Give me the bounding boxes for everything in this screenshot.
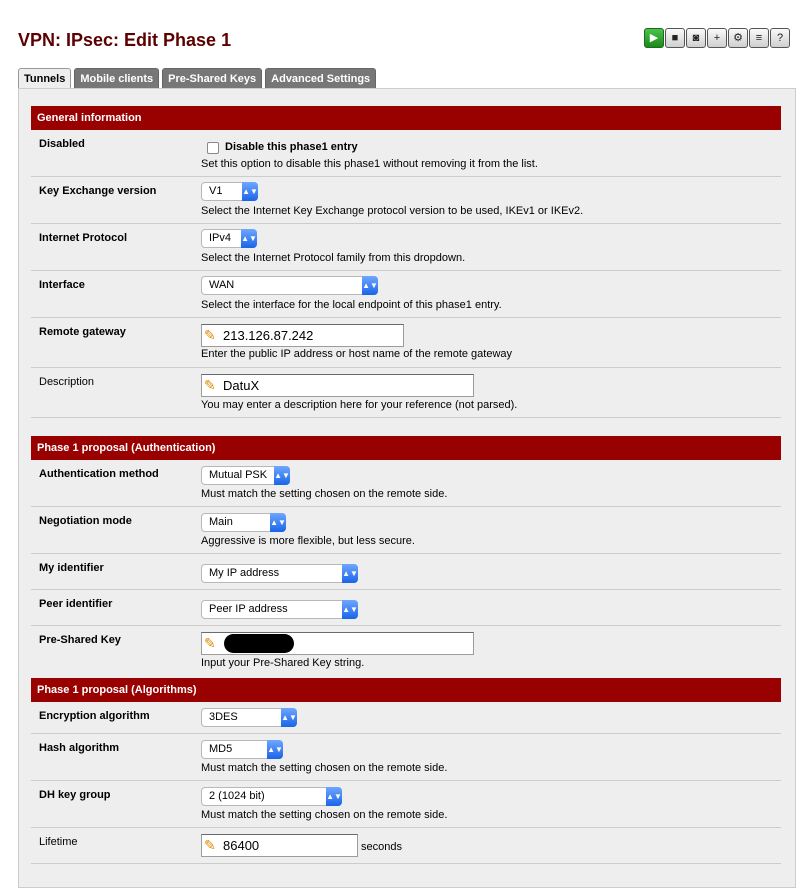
page-title: VPN: IPsec: Edit Phase 1 [18, 30, 232, 50]
row-description [31, 368, 781, 418]
camera-icon[interactable]: ◙ [686, 28, 706, 48]
psk-help: Input your Pre-Shared Key string. [201, 657, 365, 669]
play-icon[interactable]: ▶ [644, 28, 664, 48]
stop-icon[interactable]: ■ [665, 28, 685, 48]
description-help: You may enter a description here for your reference (not parsed). [201, 399, 518, 411]
auth-method-help: Must match the setting chosen on the remote side. [201, 488, 448, 500]
hash-label: Hash algorithm [39, 742, 120, 754]
key-exchange-value: V1 [209, 185, 223, 197]
dh-group-select[interactable] [201, 787, 342, 806]
chevron-updown-icon: ▲▼ [342, 564, 358, 583]
row-dh-group [31, 781, 781, 828]
chevron-updown-icon: ▲▼ [326, 787, 342, 806]
tab-advanced-settings[interactable]: Advanced Settings [265, 68, 376, 88]
tab-bar [18, 68, 376, 88]
negotiation-mode-help: Aggressive is more flexible, but less secure. [201, 535, 415, 547]
internet-protocol-value: IPv4 [209, 232, 232, 244]
psk-input[interactable] [201, 632, 474, 655]
lifetime-value: 86400 [223, 838, 260, 853]
interface-value: WAN [209, 279, 235, 291]
help-icon[interactable]: ? [770, 28, 790, 48]
section-authentication: Phase 1 proposal (Authentication) [31, 436, 781, 460]
disable-phase1-checkbox[interactable] [207, 142, 219, 154]
row-remote-gateway [31, 318, 781, 368]
encryption-select[interactable] [201, 708, 297, 727]
row-lifetime [31, 828, 781, 864]
pencil-icon: ✎ [204, 837, 216, 853]
description-input[interactable] [201, 374, 474, 397]
chevron-updown-icon: ▲▼ [241, 229, 257, 248]
tab-mobile-clients[interactable]: Mobile clients [74, 68, 159, 88]
section-algorithms: Phase 1 proposal (Algorithms) [31, 678, 781, 702]
lifetime-input[interactable] [201, 834, 358, 857]
form-panel [18, 88, 796, 888]
interface-select[interactable] [201, 276, 378, 295]
row-pre-shared-key [31, 626, 781, 676]
internet-protocol-help: Select the Internet Protocol family from this dropdown. [201, 252, 466, 264]
disable-phase1-checkbox-label[interactable]: Disable this phase1 entry [225, 141, 358, 153]
dh-group-label: DH key group [39, 789, 111, 801]
chevron-updown-icon: ▲▼ [362, 276, 378, 295]
remote-gateway-label: Remote gateway [39, 326, 126, 338]
negotiation-mode-label: Negotiation mode [39, 515, 132, 527]
peer-identifier-label: Peer identifier [39, 598, 113, 610]
hash-select[interactable] [201, 740, 283, 759]
row-auth-method [31, 460, 781, 507]
row-interface [31, 271, 781, 318]
log-icon[interactable]: ≡ [749, 28, 769, 48]
internet-protocol-select[interactable] [201, 229, 257, 248]
description-value: DatuX [223, 378, 260, 393]
row-hash [31, 734, 781, 781]
row-encryption [31, 702, 781, 734]
chevron-updown-icon: ▲▼ [342, 600, 358, 619]
remote-gateway-input[interactable] [201, 324, 404, 347]
tab-tunnels[interactable]: Tunnels [18, 68, 71, 88]
row-internet-protocol [31, 224, 781, 271]
my-identifier-value: My IP address [209, 567, 280, 579]
tab-pre-shared-keys[interactable]: Pre-Shared Keys [162, 68, 262, 88]
hash-value: MD5 [209, 743, 233, 755]
chevron-updown-icon: ▲▼ [242, 182, 258, 201]
settings-icon[interactable]: ⚙ [728, 28, 748, 48]
section-general: General information [31, 106, 781, 130]
pencil-icon: ✎ [204, 377, 216, 393]
row-negotiation-mode [31, 507, 781, 554]
hash-help: Must match the setting chosen on the remote side. [201, 762, 448, 774]
redacted-value [224, 634, 294, 653]
disabled-help: Set this option to disable this phase1 without removing it from the list. [201, 158, 538, 170]
key-exchange-label: Key Exchange version [39, 185, 157, 197]
description-label: Description [39, 376, 95, 388]
key-exchange-select[interactable] [201, 182, 258, 201]
pencil-icon: ✎ [204, 635, 216, 651]
psk-label: Pre-Shared Key [39, 634, 121, 646]
row-my-identifier [31, 554, 781, 590]
lifetime-unit: seconds [361, 841, 402, 853]
pencil-icon: ✎ [204, 327, 216, 343]
toolbar [644, 28, 790, 48]
remote-gateway-value: 213.126.87.242 [223, 328, 314, 343]
chevron-updown-icon: ▲▼ [267, 740, 283, 759]
auth-method-label: Authentication method [39, 468, 159, 480]
negotiation-mode-select[interactable] [201, 513, 286, 532]
disabled-label: Disabled [39, 138, 85, 150]
interface-label: Interface [39, 279, 85, 291]
peer-identifier-value: Peer IP address [209, 603, 288, 615]
add-widget-icon[interactable]: + [707, 28, 727, 48]
remote-gateway-help: Enter the public IP address or host name of the remote gateway [201, 348, 513, 360]
encryption-value: 3DES [209, 711, 238, 723]
peer-identifier-select[interactable] [201, 600, 358, 619]
key-exchange-help: Select the Internet Key Exchange protocol version to be used, IKEv1 or IKEv2. [201, 205, 584, 217]
my-identifier-select[interactable] [201, 564, 358, 583]
interface-help: Select the interface for the local endpoint of this phase1 entry. [201, 299, 502, 311]
dh-group-value: 2 (1024 bit) [209, 790, 265, 802]
encryption-label: Encryption algorithm [39, 710, 150, 722]
lifetime-label: Lifetime [39, 836, 78, 848]
internet-protocol-label: Internet Protocol [39, 232, 128, 244]
chevron-updown-icon: ▲▼ [274, 466, 290, 485]
my-identifier-label: My identifier [39, 562, 104, 574]
negotiation-mode-value: Main [209, 516, 233, 528]
chevron-updown-icon: ▲▼ [281, 708, 297, 727]
dh-group-help: Must match the setting chosen on the remote side. [201, 809, 448, 821]
auth-method-select[interactable] [201, 466, 290, 485]
chevron-updown-icon: ▲▼ [270, 513, 286, 532]
row-key-exchange [31, 177, 781, 224]
auth-method-value: Mutual PSK [209, 469, 268, 481]
row-disabled [31, 130, 781, 177]
row-peer-identifier [31, 590, 781, 626]
